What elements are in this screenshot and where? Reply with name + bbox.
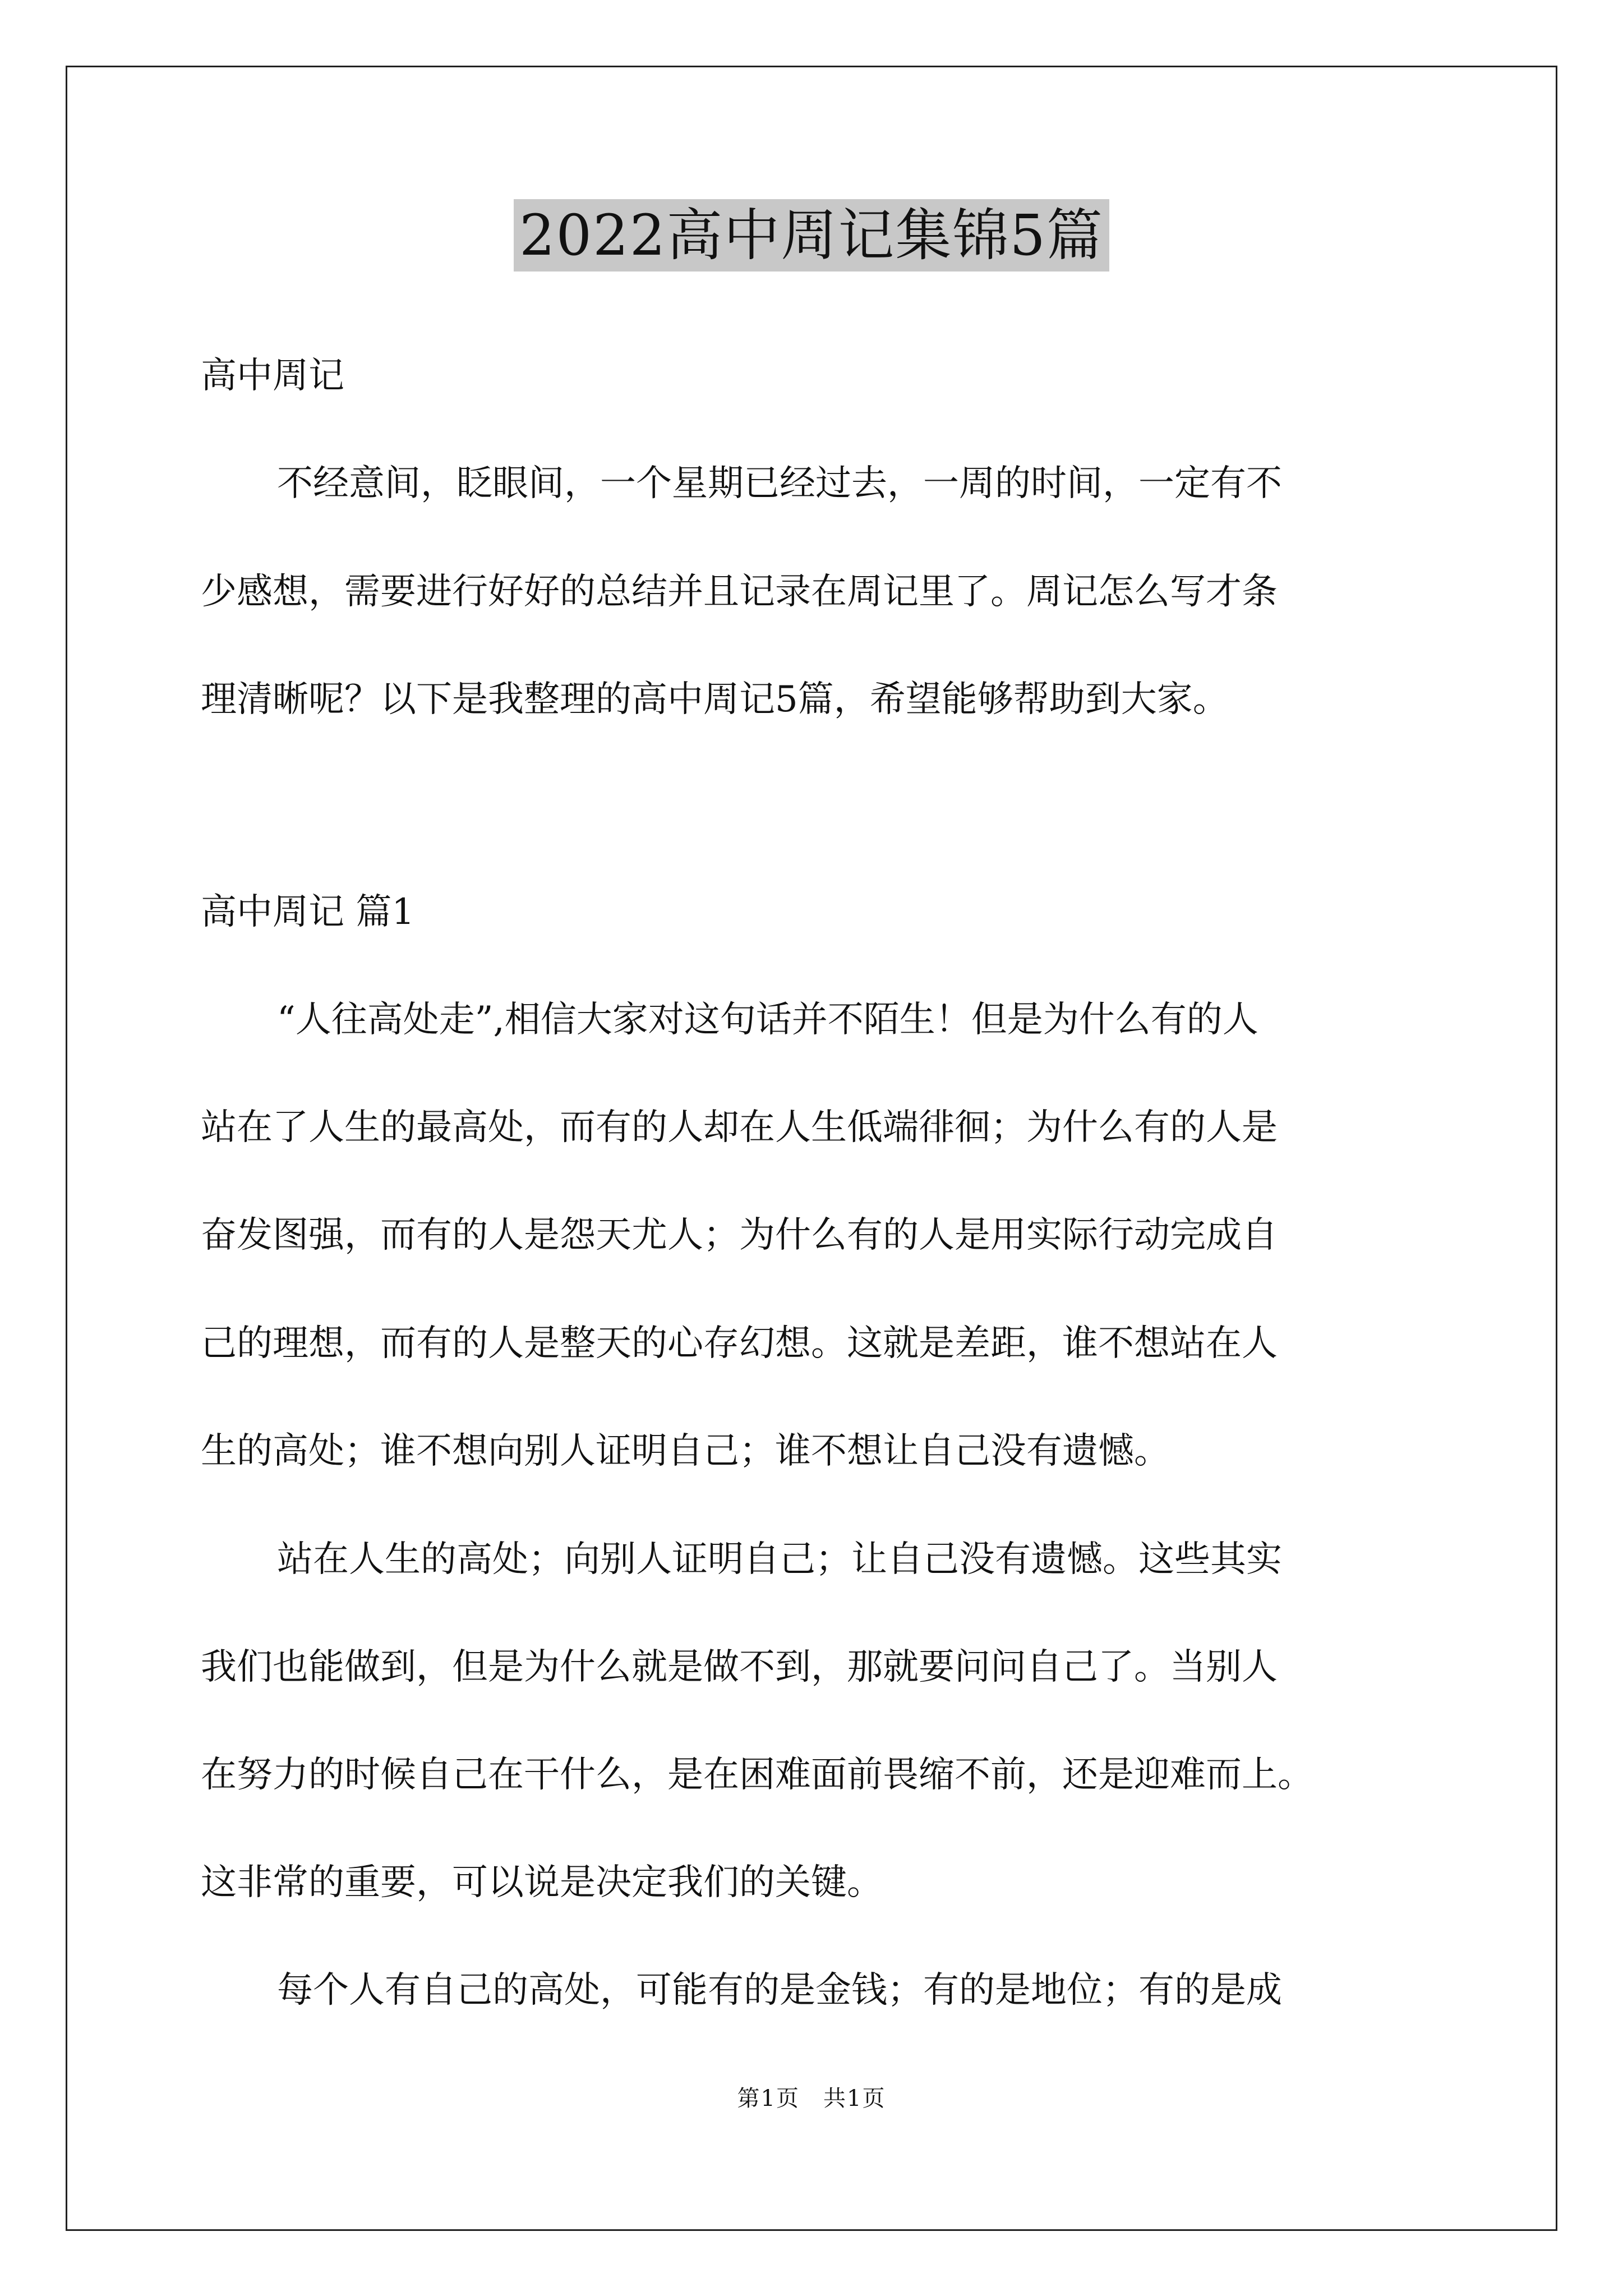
document-title-text: 2022高中周记集锦5篇	[514, 199, 1109, 272]
paragraph-line: 在努力的时候自己在干什么，是在困难面前畏缩不前，还是迎难而上。	[201, 1754, 1313, 1796]
paragraph-line: 这非常的重要，可以说是决定我们的关键。	[201, 1862, 883, 1903]
paragraph-line: 站在了人生的最高处，而有的人却在人生低端徘徊；为什么有的人是	[201, 1107, 1278, 1148]
section-heading: 高中周记 篇1	[201, 891, 415, 933]
document-title	[0, 199, 1623, 272]
paragraph-line: 生的高处；谁不想向别人证明自己；谁不想让自己没有遗憾。	[201, 1430, 1170, 1472]
paragraph-line: 奋发图强，而有的人是怨天尤人；为什么有的人是用实际行动完成自	[201, 1214, 1278, 1256]
intro-heading: 高中周记	[201, 355, 344, 397]
intro-line: 不经意间，眨眼间，一个星期已经过去，一周的时间，一定有不	[277, 463, 1282, 504]
page-number: 第1页 共1页	[737, 2086, 886, 2111]
paragraph-line: “人往高处走”,相信大家对这句话并不陌生！但是为什么有的人	[277, 999, 1258, 1041]
paragraph-line: 我们也能做到，但是为什么就是做不到，那就要问问自己了。当别人	[201, 1646, 1278, 1688]
intro-line: 理清晰呢？以下是我整理的高中周记5篇，希望能够帮助到大家。	[201, 679, 1229, 720]
paragraph-line: 己的理想，而有的人是整天的心存幻想。这就是差距，谁不想站在人	[201, 1323, 1278, 1364]
paragraph-line: 站在人生的高处；向别人证明自己；让自己没有遗憾。这些其实	[277, 1539, 1282, 1580]
intro-line: 少感想，需要进行好好的总结并且记录在周记里了。周记怎么写才条	[201, 571, 1278, 613]
paragraph-line: 每个人有自己的高处，可能有的是金钱；有的是地位；有的是成	[277, 1970, 1282, 2011]
